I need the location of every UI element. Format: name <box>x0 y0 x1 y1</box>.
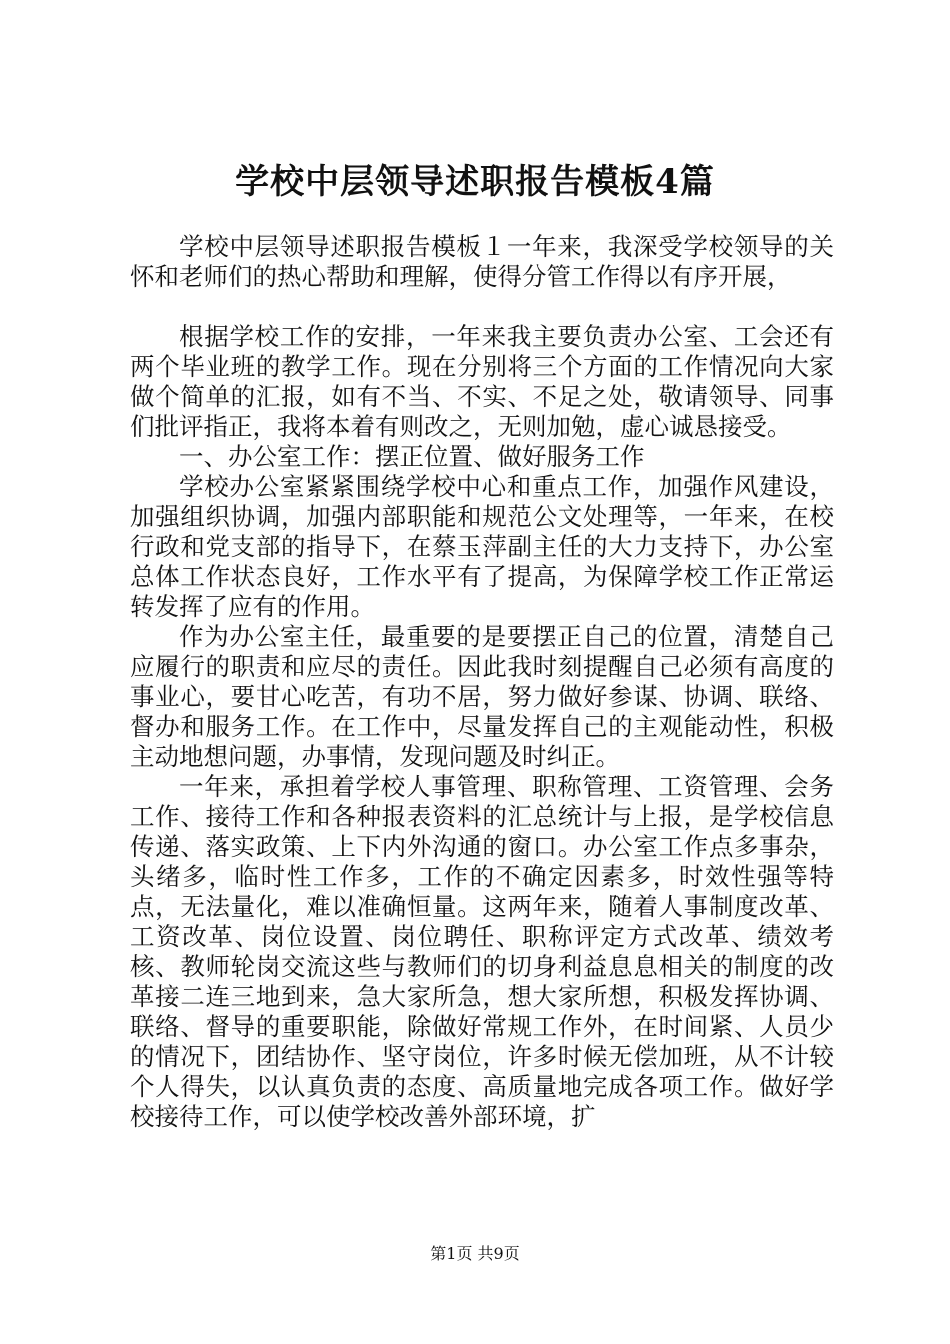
document-title: 学校中层领导述职报告模板4篇 <box>235 162 715 202</box>
paragraph-office-role: 作为办公室主任，最重要的是要摆正自己的位置，清楚自己应履行的职责和应尽的责任。因此我时刻提醒自己必须有高度的事业心，要甘心吃苦，有功不居，努力做好参谋、协调、联络、督办和服务工作。在工作中，尽量发挥自己的主观能动性，积极主动地想问题，办事情，发现问题及时纠正。 <box>130 622 834 771</box>
paragraph-intro: 学校中层领导述职报告模板１一年来，我深受学校领导的关怀和老师们的热心帮助和理解，使得分管工作得以有序开展， <box>130 232 834 291</box>
page-footer: 第1页 共9页 <box>430 1244 520 1263</box>
paragraph-office-duties: 一年来，承担着学校人事管理、职称管理、工资管理、会务工作、接待工作和各种报表资料的汇总统计与上报，是学校信息传递、落实政策、上下内外沟通的窗口。办公室工作点多事杂，头绪多，临时性工作多，工作的不确定因素多，时效性强等特点，无法量化，难以准确恒量。这两年来，随着人事制度改革、工资改革、岗位设置、岗位聘任、职称评定方式改革、绩效考核、教师轮岗交流这些与教师们的切身利益息息相关的制度的改革接二连三地到来，急大家所急，想大家所想，积极发挥协调、联络、督导的重要职能，除做好常规工作外，在时间紧、人员少的情况下，团结协作、坚守岗位，许多时候无偿加班，从不计较个人得失，以认真负责的态度、高质量地完成各项工作。做好学校接待工作，可以使学校改善外部环境，扩 <box>130 772 834 1131</box>
document-body <box>130 232 834 1132</box>
paragraph-office-summary: 学校办公室紧紧围绕学校中心和重点工作，加强作风建设，加强组织协调，加强内部职能和规范公文处理等，一年来，在校行政和党支部的指导下，在蔡玉萍副主任的大力支持下，办公室总体工作状态良好，工作水平有了提高，为保障学校工作正常运转发挥了应有的作用。 <box>130 472 834 621</box>
paragraph-overview: 根据学校工作的安排，一年来我主要负责办公室、工会还有两个毕业班的教学工作。现在分别将三个方面的工作情况向大家做个简单的汇报，如有不当、不实、不足之处，敬请领导、同事们批评指正，我将本着有则改之，无则加勉，虚心诚恳接受。 <box>130 322 834 441</box>
section-heading-office-work: 一、办公室工作：摆正位置、做好服务工作 <box>179 442 645 471</box>
